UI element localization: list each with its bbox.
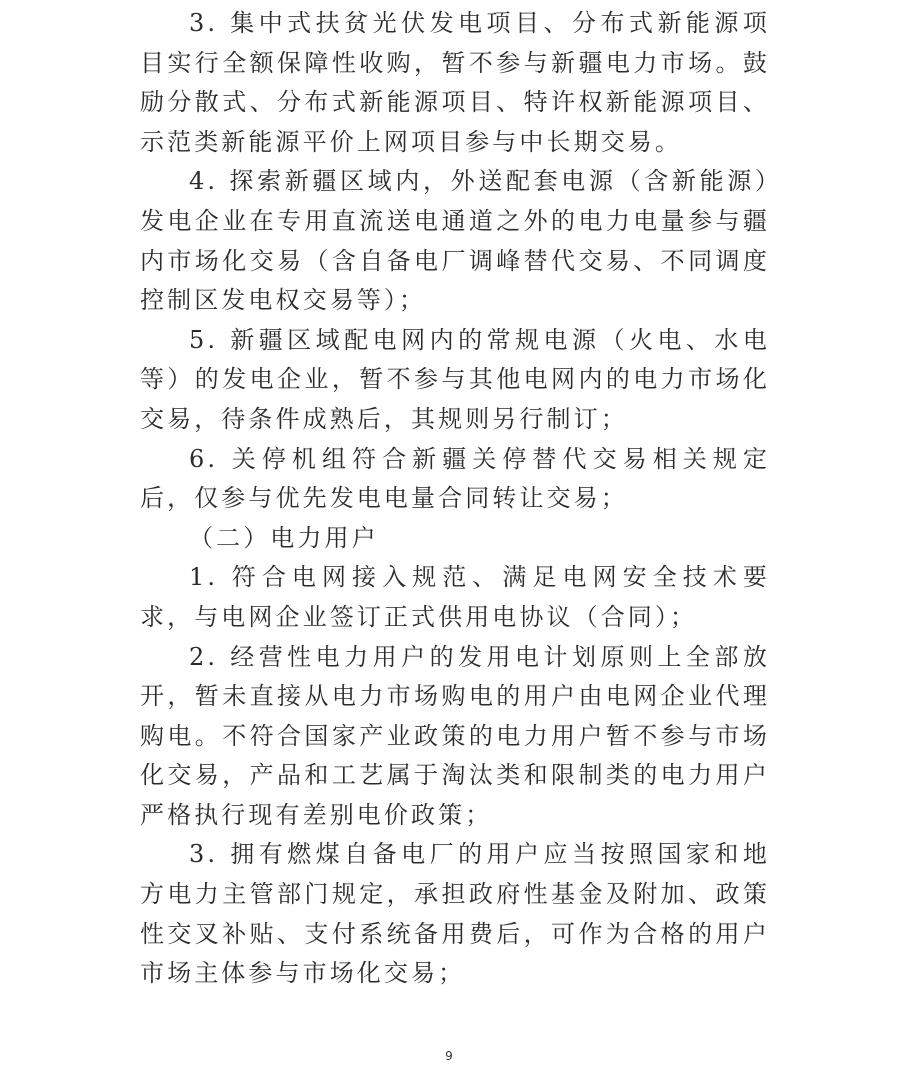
document-body	[140, 4, 770, 994]
paragraph-item-4-outbound-supply: 4. 探索新疆区域内，外送配套电源（含新能源）发电企业在专用直流送电通道之外的电力电量参与疆内市场化交易（含自备电厂调峰替代交易、不同调度控制区发电权交易等）；	[140, 167, 770, 315]
paragraph-user-item-1: 1. 符合电网接入规范、满足电网安全技术要求，与电网企业签订正式供用电协议（合同）；	[140, 563, 770, 631]
section-heading-power-users: （二）电力用户	[189, 523, 379, 552]
page-number: 9	[445, 1049, 453, 1063]
paragraph-user-item-3: 3. 拥有燃煤自备电厂的用户应当按照国家和地方电力主管部门规定，承担政府性基金及附加、政策性交叉补贴、支付系统备用费后，可作为合格的用户市场主体参与市场化交易；	[140, 840, 770, 988]
paragraph-item-5-regional-grid: 5. 新疆区域配电网内的常规电源（火电、水电等）的发电企业，暂不参与其他电网内的电力市场化交易，待条件成熟后，其规则另行制订；	[140, 325, 770, 433]
paragraph-item-6-shutdown-units: 6. 关停机组符合新疆关停替代交易相关规定后，仅参与优先发电电量合同转让交易；	[140, 444, 770, 513]
paragraph-item-3-centralized-pv: 3. 集中式扶贫光伏发电项目、分布式新能源项目实行全额保障性收购，暂不参与新疆电力市场。鼓励分散式、分布式新能源项目、特许权新能源项目、示范类新能源平价上网项目参与中长期交易。	[140, 9, 770, 156]
paragraph-user-item-2: 2. 经营性电力用户的发用电计划原则上全部放开，暂未直接从电力市场购电的用户由电网企业代理购电。不符合国家产业政策的电力用户暂不参与市场化交易，产品和工艺属于淘汰类和限制类的电力用户严格执行现有差别电价政策；	[140, 642, 770, 829]
